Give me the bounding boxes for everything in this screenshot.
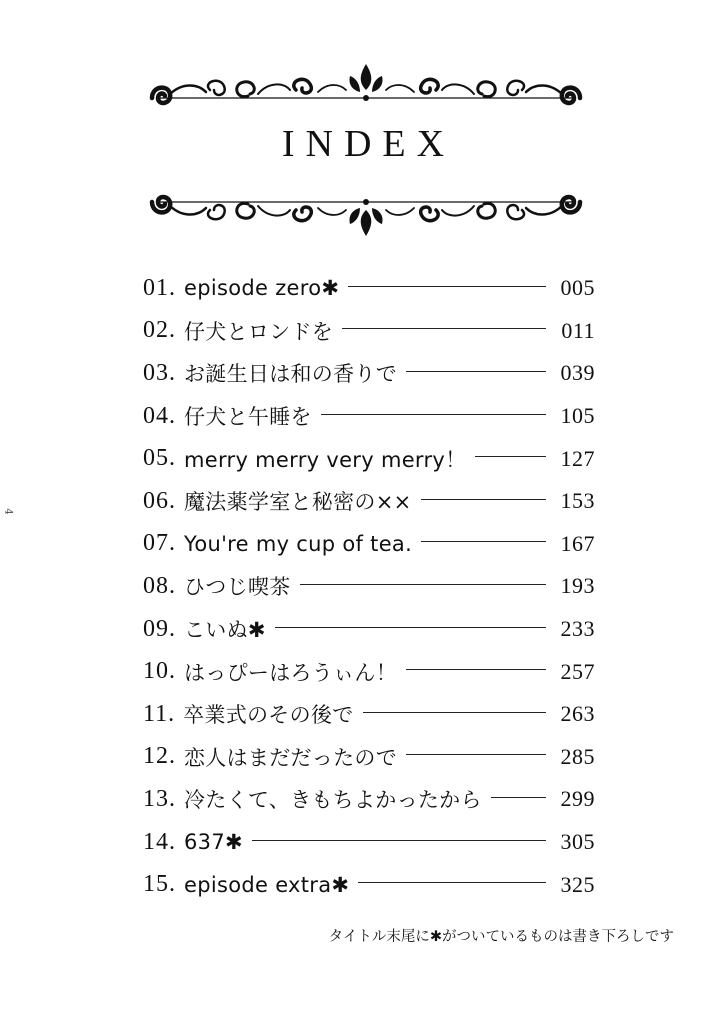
toc-entry-number: 07.: [143, 530, 176, 557]
toc-entry-page: 193: [560, 573, 595, 599]
toc-entry-title: 恋人はまだだったので: [184, 745, 397, 770]
toc-entry-number: 05.: [143, 445, 176, 472]
toc-leader-line: [406, 371, 546, 372]
toc-entry-number: 04.: [143, 402, 176, 429]
toc-leader-line: [342, 328, 546, 329]
toc-leader-line: [475, 456, 546, 457]
toc-leader-line: [275, 627, 546, 628]
toc-leader-line: [363, 712, 546, 713]
toc-leader-line: [406, 669, 546, 670]
toc-entry-page: 005: [560, 275, 595, 301]
toc-entry-number: 10.: [143, 658, 176, 685]
page-title: INDEX: [281, 123, 456, 165]
toc-entry-page: 285: [560, 743, 595, 769]
table-of-contents: [143, 267, 595, 906]
toc-entry-title: episode extra✱: [184, 872, 350, 897]
toc-entry-page: 299: [560, 786, 595, 812]
top-flourish-ornament: [128, 60, 604, 120]
toc-entry-number: 03.: [143, 359, 176, 386]
toc-entry: [143, 480, 595, 523]
toc-entry-page: 167: [560, 530, 595, 556]
toc-entry: [143, 523, 595, 566]
toc-leader-line: [348, 286, 546, 287]
original-content-note: タイトル末尾に✱がついているものは書き下ろしです: [328, 929, 674, 945]
toc-entry-title: はっぴーはろうぃん！: [184, 660, 397, 685]
toc-leader-line: [406, 754, 546, 755]
toc-entry: [143, 821, 595, 864]
toc-leader-line: [421, 541, 546, 542]
toc-leader-line: [421, 499, 547, 500]
toc-entry-number: 01.: [143, 274, 176, 301]
toc-entry: [143, 565, 595, 608]
toc-entry-title: 仔犬と午睡を: [184, 405, 312, 430]
toc-entry-page: 263: [560, 701, 595, 727]
toc-leader-line: [358, 882, 546, 883]
side-page-number: 4: [2, 508, 14, 515]
toc-entry-number: 12.: [143, 743, 176, 770]
toc-leader-line: [321, 414, 546, 415]
toc-entry-title: 637✱: [184, 830, 243, 855]
toc-entry-title: 仔犬とロンドを: [184, 319, 334, 344]
toc-entry-number: 02.: [143, 317, 176, 344]
toc-entry-title: 冷たくて、きもちよかったから: [184, 788, 482, 813]
toc-entry-page: 305: [560, 829, 595, 855]
toc-entry-page: 039: [560, 360, 595, 386]
toc-entry-number: 14.: [143, 828, 176, 855]
toc-entry-page: 325: [560, 871, 595, 897]
toc-entry-number: 15.: [143, 871, 176, 898]
toc-entry-title: ひつじ喫茶: [184, 575, 291, 600]
toc-entry-number: 08.: [143, 572, 176, 599]
toc-entry: [143, 863, 595, 906]
toc-entry-number: 06.: [143, 487, 176, 514]
toc-entry-number: 09.: [143, 615, 176, 642]
toc-entry-page: 011: [561, 317, 595, 343]
toc-leader-line: [300, 584, 547, 585]
toc-entry: [143, 267, 595, 310]
toc-entry-number: 13.: [143, 785, 176, 812]
toc-entry-page: 127: [560, 445, 595, 471]
toc-entry: [143, 778, 595, 821]
toc-entry: [143, 395, 595, 438]
toc-entry-title: episode zero✱: [184, 276, 340, 301]
toc-entry: [143, 736, 595, 779]
toc-entry: [143, 650, 595, 693]
toc-entry-title: こいぬ✱: [184, 618, 266, 643]
toc-entry-page: 105: [560, 403, 595, 429]
toc-leader-line: [252, 840, 546, 841]
toc-entry: [143, 437, 595, 480]
toc-leader-line: [491, 797, 546, 798]
toc-entry-number: 11.: [143, 700, 176, 727]
toc-entry-title: 卒業式のその後で: [183, 703, 354, 728]
toc-entry-title: 魔法薬学室と秘密の××: [184, 490, 412, 515]
toc-entry-page: 257: [560, 658, 595, 684]
toc-entry: [143, 352, 595, 395]
toc-entry: [143, 693, 595, 736]
toc-entry-title: お誕生日は和の香りで: [184, 362, 397, 387]
toc-entry-title: You're my cup of tea.: [184, 531, 413, 556]
toc-entry-title: merry merry very merry！: [184, 447, 467, 472]
toc-entry-page: 153: [560, 488, 595, 514]
bottom-flourish-ornament: [128, 180, 604, 240]
toc-entry-page: 233: [560, 616, 595, 642]
toc-entry: [143, 310, 595, 353]
toc-entry: [143, 608, 595, 651]
